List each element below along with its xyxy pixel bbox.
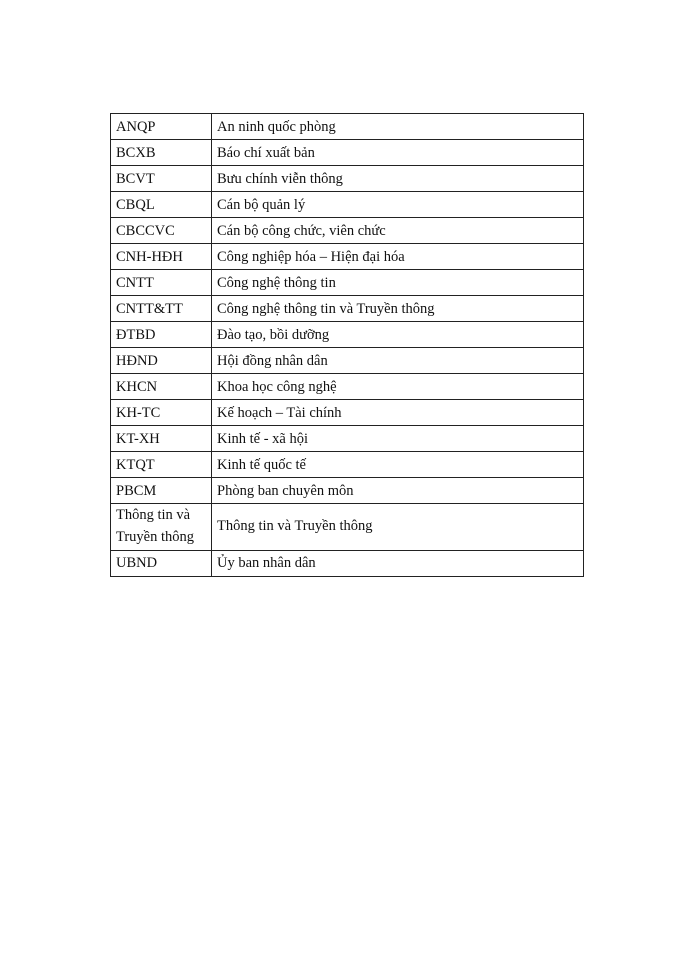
- table-row: [111, 166, 584, 192]
- meaning-cell: Bưu chính viễn thông: [212, 166, 584, 192]
- abbreviation-cell: ANQP: [111, 114, 212, 140]
- abbreviation-cell: KH-TC: [111, 400, 212, 426]
- table-row: [111, 348, 584, 374]
- meaning-cell: Ủy ban nhân dân: [212, 550, 584, 576]
- meaning-cell: Khoa học công nghệ: [212, 374, 584, 400]
- table-row: [111, 140, 584, 166]
- meaning-cell: Công nghệ thông tin và Truyền thông: [212, 296, 584, 322]
- abbreviation-cell: PBCM: [111, 478, 212, 504]
- meaning-cell: Công nghiệp hóa – Hiện đại hóa: [212, 244, 584, 270]
- meaning-cell: Báo chí xuất bản: [212, 140, 584, 166]
- table-row: [111, 192, 584, 218]
- abbreviation-cell: CNTT&TT: [111, 296, 212, 322]
- abbreviation-cell: BCXB: [111, 140, 212, 166]
- meaning-cell: Thông tin và Truyền thông: [212, 504, 584, 551]
- abbreviation-cell: BCVT: [111, 166, 212, 192]
- table-row: [111, 296, 584, 322]
- table-row: [111, 374, 584, 400]
- abbreviation-cell: CBQL: [111, 192, 212, 218]
- meaning-cell: Hội đồng nhân dân: [212, 348, 584, 374]
- abbreviation-cell: KT-XH: [111, 426, 212, 452]
- meaning-cell: Cán bộ quản lý: [212, 192, 584, 218]
- meaning-cell: Kế hoạch – Tài chính: [212, 400, 584, 426]
- abbreviation-cell: HĐND: [111, 348, 212, 374]
- table-row: [111, 478, 584, 504]
- table-row: [111, 114, 584, 140]
- abbreviation-cell: Thông tin và Truyền thông: [111, 504, 212, 551]
- meaning-cell: Đào tạo, bồi dưỡng: [212, 322, 584, 348]
- table-row: [111, 270, 584, 296]
- meaning-cell: Kinh tế quốc tế: [212, 452, 584, 478]
- table-row: [111, 322, 584, 348]
- table-row: [111, 400, 584, 426]
- abbreviation-cell: ĐTBD: [111, 322, 212, 348]
- abbreviation-cell: KTQT: [111, 452, 212, 478]
- abbreviation-cell: KHCN: [111, 374, 212, 400]
- table-row: [111, 218, 584, 244]
- meaning-cell: Kinh tế - xã hội: [212, 426, 584, 452]
- meaning-cell: Phòng ban chuyên môn: [212, 478, 584, 504]
- table-row: [111, 244, 584, 270]
- abbreviation-cell: UBND: [111, 550, 212, 576]
- meaning-cell: Cán bộ công chức, viên chức: [212, 218, 584, 244]
- table-row: [111, 452, 584, 478]
- abbreviation-cell: CNH-HĐH: [111, 244, 212, 270]
- meaning-cell: Công nghệ thông tin: [212, 270, 584, 296]
- abbreviation-cell: CBCCVC: [111, 218, 212, 244]
- abbreviation-table: [110, 113, 584, 577]
- table-row: [111, 504, 584, 551]
- table-row: [111, 426, 584, 452]
- meaning-cell: An ninh quốc phòng: [212, 114, 584, 140]
- table-row: [111, 550, 584, 576]
- abbreviation-cell: CNTT: [111, 270, 212, 296]
